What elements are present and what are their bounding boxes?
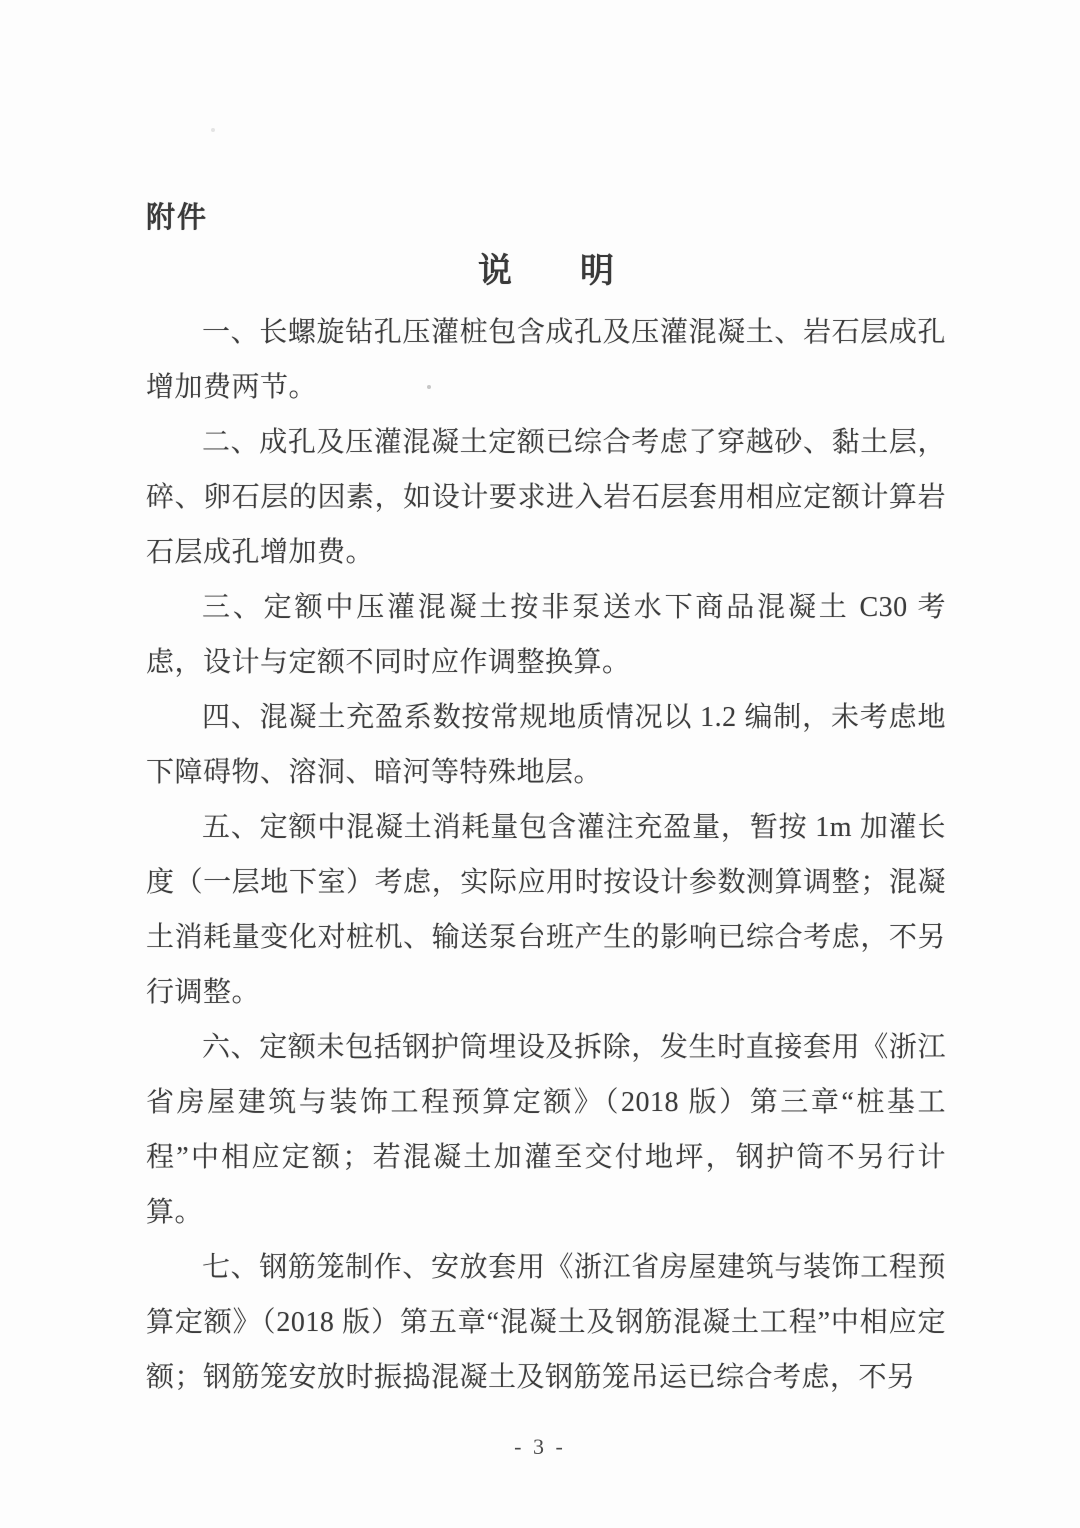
document-title: 说 明: [478, 253, 614, 290]
document-body: [146, 305, 946, 1405]
page-number: - 3 -: [514, 1434, 566, 1459]
clause-1: 一、长螺旋钻孔压灌桩包含成孔及压灌混凝土、岩石层成孔增加费两节。: [146, 317, 946, 403]
clause-6: 六、定额未包括钢护筒埋设及拆除，发生时直接套用《浙江省房屋建筑与装饰工程预算定额》（2018 版）第三章“桩基工程”中相应定额；若混凝土加灌至交付地坪，钢护筒不另行计算。: [146, 1032, 946, 1228]
clause-3: 三、定额中压灌混凝土按非泵送水下商品混凝土 C30 考虑，设计与定额不同时应作调整换算。: [146, 592, 946, 678]
clause-2: 二、成孔及压灌混凝土定额已综合考虑了穿越砂、黏土层，碎、卵石层的因素，如设计要求进入岩石层套用相应定额计算岩石层成孔增加费。: [146, 427, 946, 568]
scan-artifact-dot: [211, 128, 215, 132]
attachment-label: 附件: [146, 202, 209, 234]
scan-artifact-dot: [427, 385, 431, 389]
clause-5: 五、定额中混凝土消耗量包含灌注充盈量，暂按 1m 加灌长度（一层地下室）考虑，实际应用时按设计参数测算调整；混凝土消耗量变化对桩机、输送泵台班产生的影响已综合考虑，不另行调整。: [146, 812, 946, 1008]
clause-7: 七、钢筋笼制作、安放套用《浙江省房屋建筑与装饰工程预算定额》（2018 版）第五章“混凝土及钢筋混凝土工程”中相应定额；钢筋笼安放时振捣混凝土及钢筋笼吊运已综合考虑，不另: [146, 1252, 946, 1393]
clause-4: 四、混凝土充盈系数按常规地质情况以 1.2 编制，未考虑地下障碍物、溶洞、暗河等特殊地层。: [146, 702, 946, 788]
